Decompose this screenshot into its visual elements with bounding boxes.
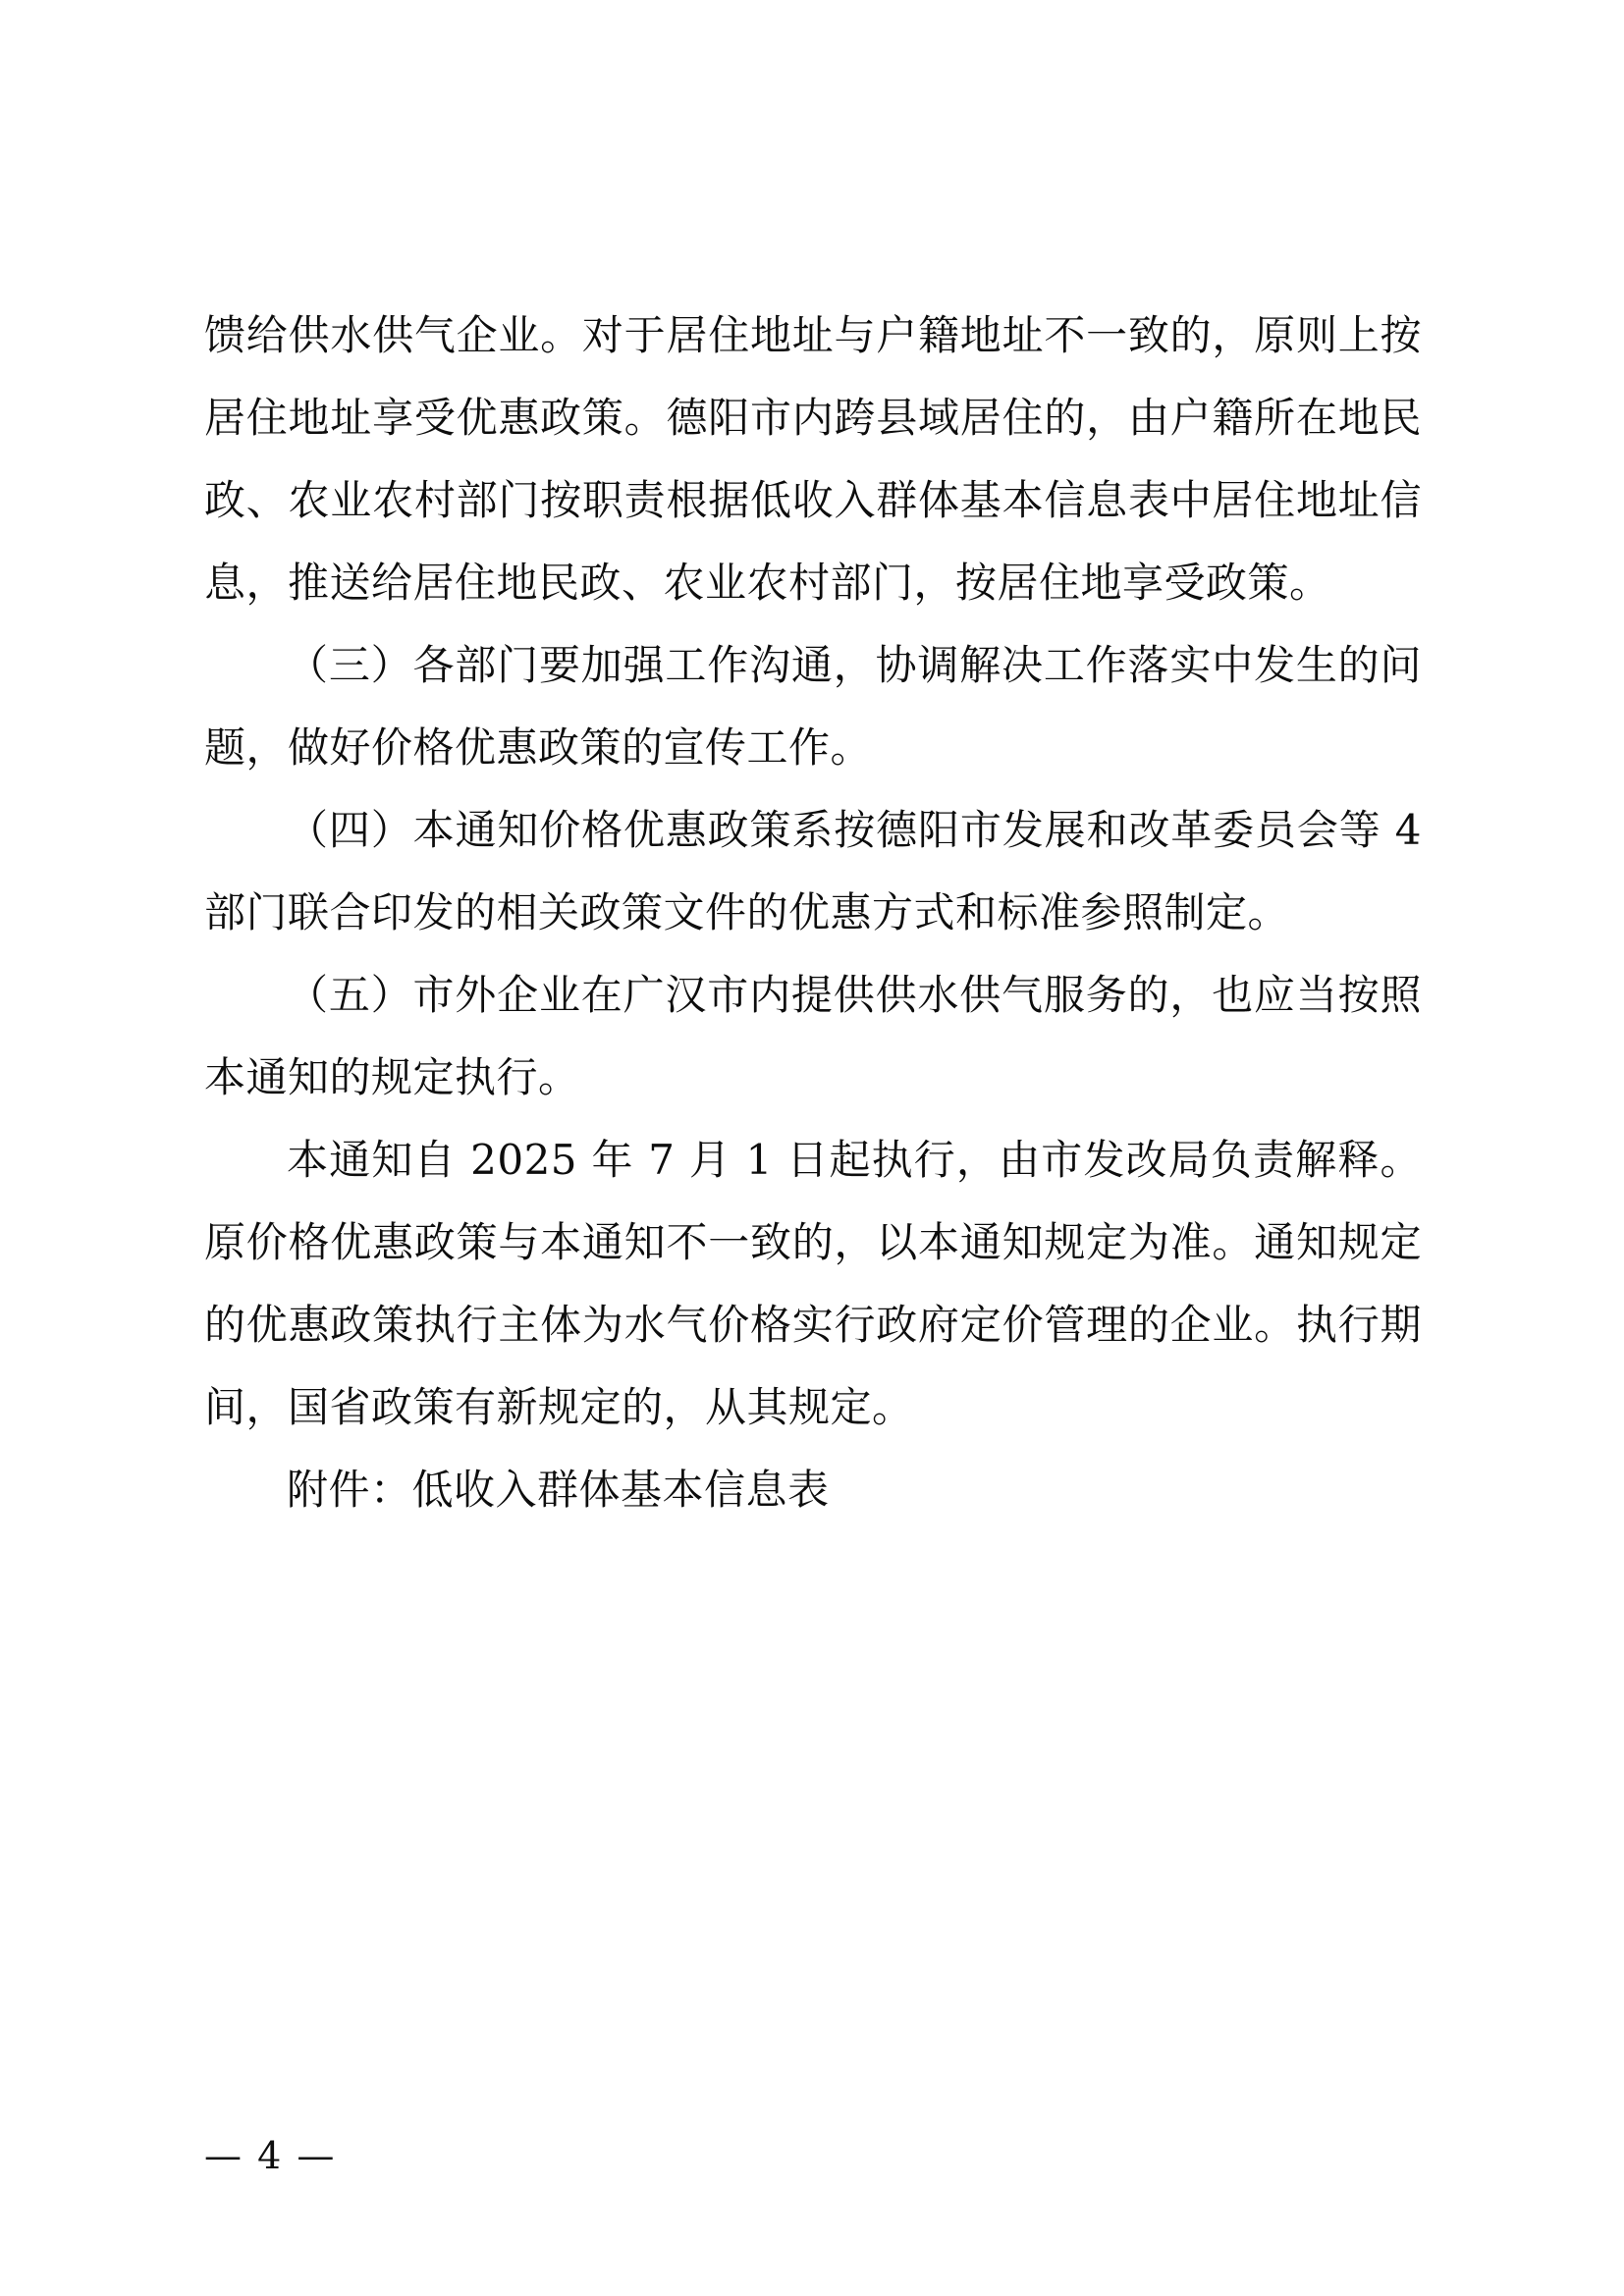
paragraph-effective-date: 本通知自 2025 年 7 月 1 日起执行，由市发改局负责解释。原价格优惠政策与本通知不一致的，以本通知规定为准。通知规定的优惠政策执行主体为水气价格实行政府定价管理的企业。执行期间，国省政策有新规定的，从其规定。: [204, 1136, 1422, 1431]
paragraph-item-3: （三）各部门要加强工作沟通，协调解决工作落实中发生的问题，做好价格优惠政策的宣传工作。: [204, 641, 1422, 772]
paragraph-item-5: （五）市外企业在广汉市内提供供水供气服务的，也应当按照本通知的规定执行。: [204, 971, 1422, 1101]
attachment-line: 附件：低收入群体基本信息表: [287, 1466, 830, 1514]
paragraph-item-4: （四）本通知价格优惠政策系按德阳市发展和改革委员会等 4 部门联合印发的相关政策文件的优惠方式和标准参照制定。: [204, 806, 1422, 936]
page-number: — 4 —: [204, 2134, 337, 2177]
document-body: [204, 294, 1422, 1531]
paragraph-continued: 馈给供水供气企业。对于居住地址与户籍地址不一致的，原则上按居住地址享受优惠政策。德阳市内跨县域居住的，由户籍所在地民政、农业农村部门按职责根据低收入群体基本信息表中居住地址信息，推送给居住地民政、农业农村部门，按居住地享受政策。: [204, 311, 1422, 607]
